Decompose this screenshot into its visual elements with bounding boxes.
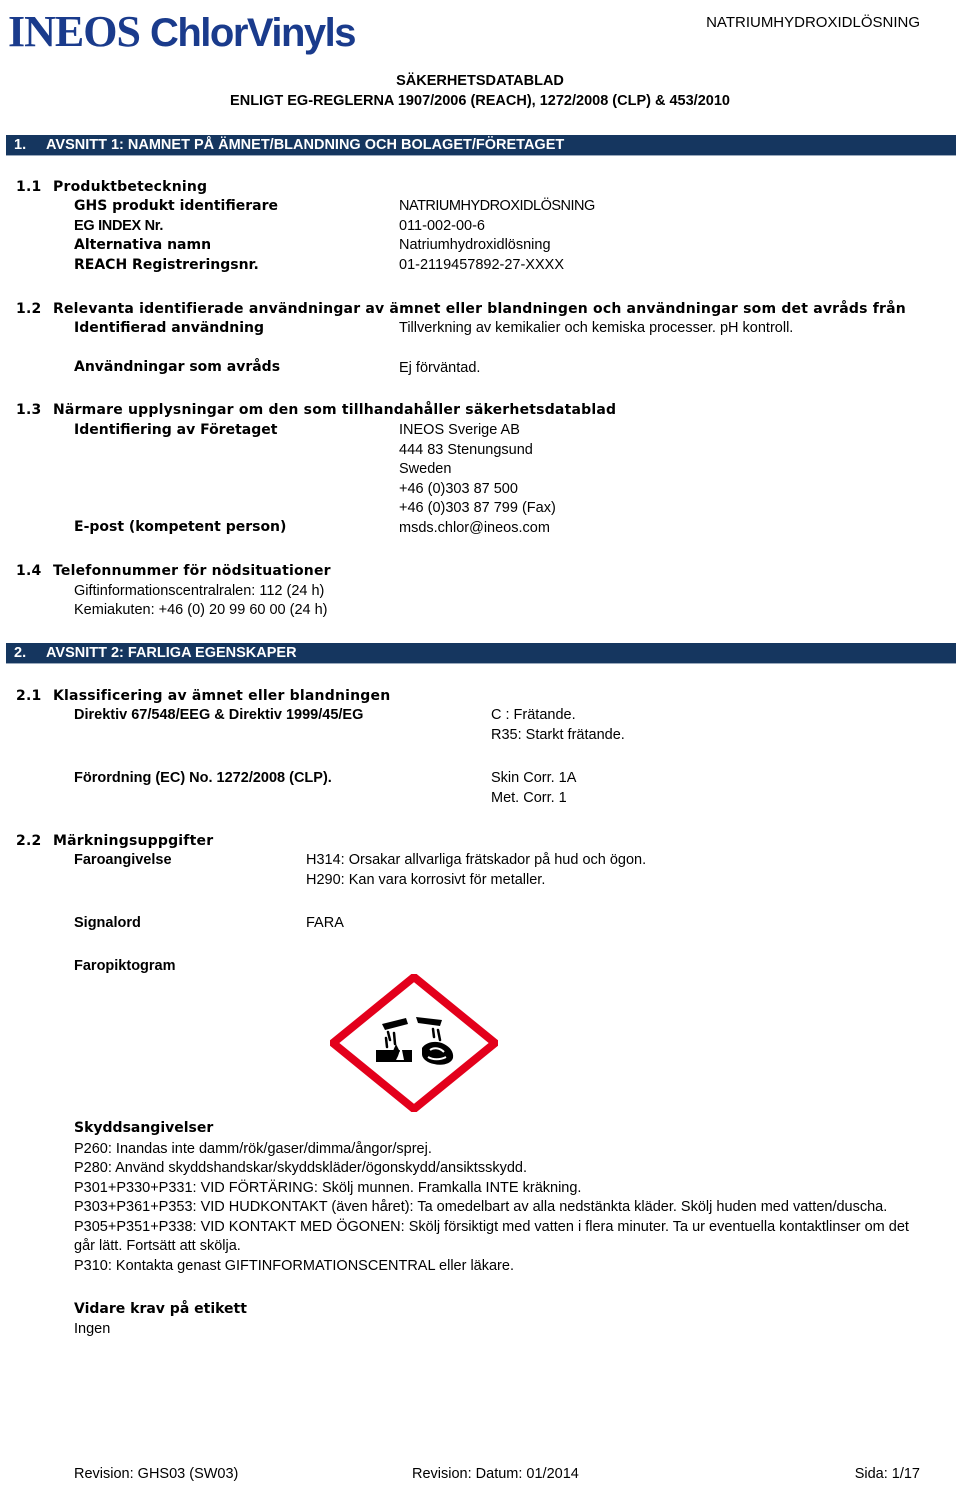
uses-advised-against-label: Användningar som avråds: [74, 359, 281, 375]
company-postal: 444 83 Stenungsund: [399, 442, 533, 458]
identified-use-label: Identifierad användning: [74, 320, 265, 336]
ghs-identifier-value: NATRIUMHYDROXIDLÖSNING: [399, 198, 595, 214]
email-value: msds.chlor@ineos.com: [399, 520, 550, 536]
company-name: INEOS Sverige AB: [399, 422, 520, 438]
footer-revision-date: Revision: Datum: 01/2014: [412, 1466, 579, 1482]
hazard-statements-label: Faroangivelse: [74, 852, 172, 868]
corrosion-pictogram-icon: [330, 974, 498, 1112]
company-identification-label: Identifiering av Företaget: [74, 422, 278, 438]
reach-registration-value: 01-2119457892-27-XXXX: [399, 257, 564, 273]
company-fax: +46 (0)303 87 799 (Fax): [399, 500, 556, 516]
signal-word-label: Signalord: [74, 915, 141, 931]
precautionary-statements-label: Skyddsangivelser: [74, 1120, 214, 1136]
precaution-p280: P280: Använd skyddshandskar/skyddskläder/ögonskydd/ansiktsskydd.: [74, 1160, 527, 1176]
doc-subtitle: ENLIGT EG-REGLERNA 1907/2006 (REACH), 1272/2008 (CLP) & 453/2010: [230, 93, 730, 109]
section-1-header: [6, 135, 956, 156]
doc-title: SÄKERHETSDATABLAD: [396, 73, 564, 89]
emergency-poison-center: Giftinformationscentralralen: 112 (24 h): [74, 583, 325, 599]
footer-revision: Revision: GHS03 (SW03): [74, 1466, 239, 1482]
regulation-value-1: Skin Corr. 1A: [491, 770, 577, 786]
precaution-p305-cont: går lätt. Fortsätt att skölja.: [74, 1238, 241, 1254]
subsection-1-4-number: 1.4: [16, 563, 42, 579]
subsection-1-2-number: 1.2: [16, 301, 42, 317]
subsection-1-2-title: Relevanta identifierade användningar av ämnet eller blandningen och användningar som det avråds från: [53, 301, 906, 317]
subsection-2-1-number: 2.1: [16, 688, 42, 704]
precaution-p303: P303+P361+P353: VID HUDKONTAKT (även håret): Ta omedelbart av alla nedstänkta kläder. Skölj huden med vatten/duscha.: [74, 1199, 888, 1215]
additional-label-requirements-value: Ingen: [74, 1321, 111, 1337]
subsection-2-2-number: 2.2: [16, 833, 42, 849]
subsection-2-1-title: Klassificering av ämnet eller blandningen: [53, 688, 391, 704]
email-label: E-post (kompetent person): [74, 519, 287, 535]
ec-index-value: 011-002-00-6: [399, 218, 485, 234]
precaution-p301: P301+P330+P331: VID FÖRTÄRING: Skölj munnen. Framkalla INTE kräkning.: [74, 1180, 582, 1196]
precaution-p310: P310: Kontakta genast GIFTINFORMATIONSCENTRAL eller läkare.: [74, 1258, 514, 1274]
company-phone: +46 (0)303 87 500: [399, 481, 518, 497]
subsection-1-4-title: Telefonnummer för nödsituationer: [53, 563, 331, 579]
section-1-number: 1.: [14, 137, 27, 153]
section-2-header: [6, 643, 956, 664]
ghs-identifier-label: GHS produkt identifierare: [74, 198, 278, 214]
additional-label-requirements-label: Vidare krav på etikett: [74, 1301, 247, 1317]
hazard-statement-h314: H314: Orsakar allvarliga frätskador på hud och ögon.: [306, 852, 647, 868]
signal-word-value: FARA: [306, 915, 344, 931]
subsection-1-1-title: Produktbeteckning: [53, 179, 208, 195]
ineos-chlorvinyls-logo: [8, 2, 355, 62]
alternative-names-value: Natriumhydroxidlösning: [399, 237, 551, 253]
logo-part1: INEOS: [8, 7, 140, 56]
company-country: Sweden: [399, 461, 452, 477]
section-1-title: AVSNITT 1: NAMNET PÅ ÄMNET/BLANDNING OCH BOLAGET/FÖRETAGET: [46, 137, 565, 153]
alternative-names-label: Alternativa namn: [74, 237, 212, 253]
directive-value-2: R35: Starkt frätande.: [491, 727, 625, 743]
identified-use-value: Tillverkning av kemikalier och kemiska processer. pH kontroll.: [399, 320, 794, 336]
emergency-kemiakuten: Kemiakuten: +46 (0) 20 99 60 00 (24 h): [74, 602, 328, 618]
logo-part2: ChlorVinyls: [149, 11, 355, 55]
pictogram-label: Faropiktogram: [74, 958, 176, 974]
hazard-statement-h290: H290: Kan vara korrosivt för metaller.: [306, 872, 546, 888]
subsection-1-1-number: 1.1: [16, 179, 42, 195]
subsection-1-3-number: 1.3: [16, 402, 42, 418]
regulation-value-2: Met. Corr. 1: [491, 790, 567, 806]
subsection-1-3-title: Närmare upplysningar om den som tillhandahåller säkerhetsdatablad: [53, 402, 617, 418]
section-2-number: 2.: [14, 645, 27, 661]
section-2-title: AVSNITT 2: FARLIGA EGENSKAPER: [46, 645, 297, 661]
uses-advised-against-value: Ej förväntad.: [399, 360, 481, 376]
reach-registration-label: REACH Registreringsnr.: [74, 257, 259, 273]
footer-page-number: Sida: 1/17: [854, 1466, 920, 1482]
precaution-p260: P260: Inandas inte damm/rök/gaser/dimma/ångor/sprej.: [74, 1141, 432, 1157]
subsection-2-2-title: Märkningsuppgifter: [53, 833, 214, 849]
product-name-header: NATRIUMHYDROXIDLÖSNING: [706, 14, 920, 31]
precaution-p305: P305+P351+P338: VID KONTAKT MED ÖGONEN: Skölj försiktigt med vatten i flera minuter. Ta ur eventuella kontaktlinser om det: [74, 1219, 909, 1235]
regulation-label: Förordning (EC) No. 1272/2008 (CLP).: [74, 770, 332, 786]
directive-value-1: C : Frätande.: [491, 707, 576, 723]
directive-label: Direktiv 67/548/EEG & Direktiv 1999/45/EG: [74, 707, 364, 723]
ec-index-label: EG INDEX Nr.: [74, 218, 164, 234]
